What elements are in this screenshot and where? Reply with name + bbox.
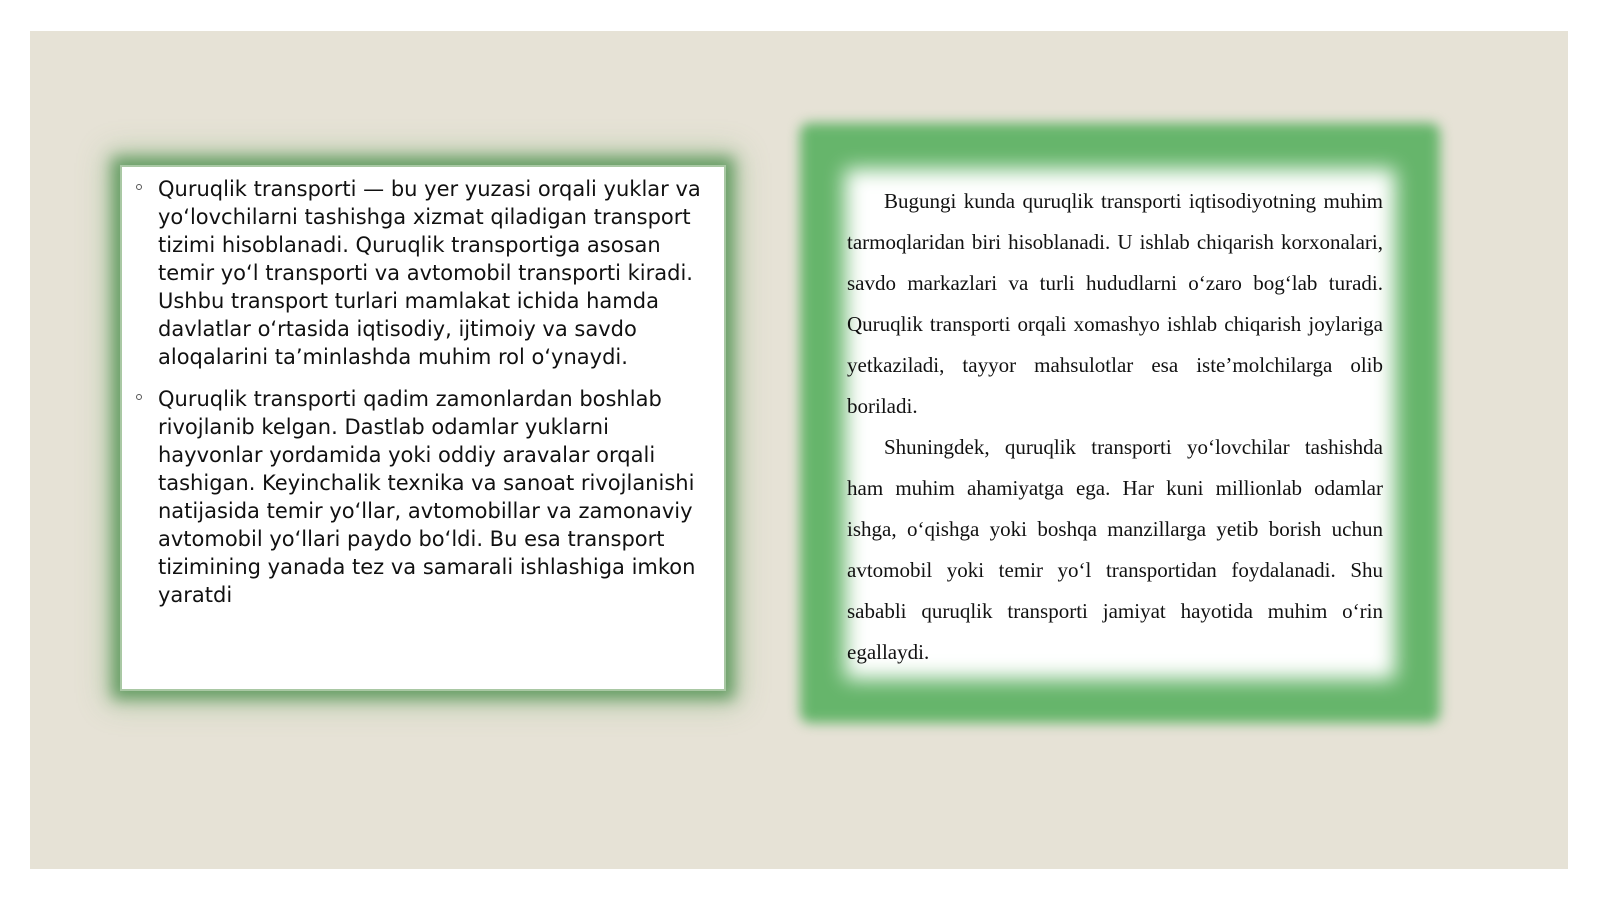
list-item bbox=[158, 385, 712, 609]
left-text-card bbox=[122, 167, 724, 689]
bullet-text: Quruqlik transporti — bu yer yuzasi orqali yuklar va yo‘lovchilarni tashishga xizmat qiladigan transport tizimi hisoblanadi. Quruqlik transportiga asosan temir yo‘l transporti va avtomobil transporti kiradi. Ushbu transport turlari mamlakat ichida hamda davlatlar o‘rtasida iqtisodiy, ijtimoiy va savdo aloqalarini ta’minlashda muhim rol o‘ynaydi. bbox=[158, 177, 701, 369]
bullet-list bbox=[122, 167, 724, 609]
hollow-circle-bullet-icon bbox=[136, 184, 142, 190]
hollow-circle-bullet-icon bbox=[136, 394, 142, 400]
right-text-card bbox=[847, 181, 1383, 673]
bullet-text: Quruqlik transporti qadim zamonlardan boshlab rivojlanib kelgan. Dastlab odamlar yuklarni hayvonlar yordamida yoki oddiy aravalar orqali tashigan. Keyinchalik texnika va sanoat rivojlanishi natijasida temir yo‘llar, avtomobillar va zamonaviy avtomobil yo‘llari paydo bo‘ldi. Bu esa transport tizimining yanada tez va samarali ishlashiga imkon yaratdi bbox=[158, 387, 696, 607]
list-item bbox=[158, 175, 712, 371]
paragraph: Bugungi kunda quruqlik transporti iqtisodiyotning muhim tarmoqlaridan biri hisoblanadi. U ishlab chiqarish korxonalari, savdo markazlari va turli hududlarni o‘zaro bog‘lab turadi. Quruqlik transporti orqali xomashyo ishlab chiqarish joylariga yetkaziladi, tayyor mahsulotlar esa iste’molchilarga olib boriladi. bbox=[847, 189, 1383, 418]
paragraph: Shuningdek, quruqlik transporti yo‘lovchilar tashishda ham muhim ahamiyatga ega. Har kuni millionlab odamlar ishga, o‘qishga yoki boshqa manzillarga yetib borish uchun avtomobil yoki temir yo‘l transportidan foydalanadi. Shu sababli quruqlik transporti jamiyat hayotida muhim o‘rin egallaydi. bbox=[847, 435, 1383, 664]
slide bbox=[30, 31, 1568, 869]
